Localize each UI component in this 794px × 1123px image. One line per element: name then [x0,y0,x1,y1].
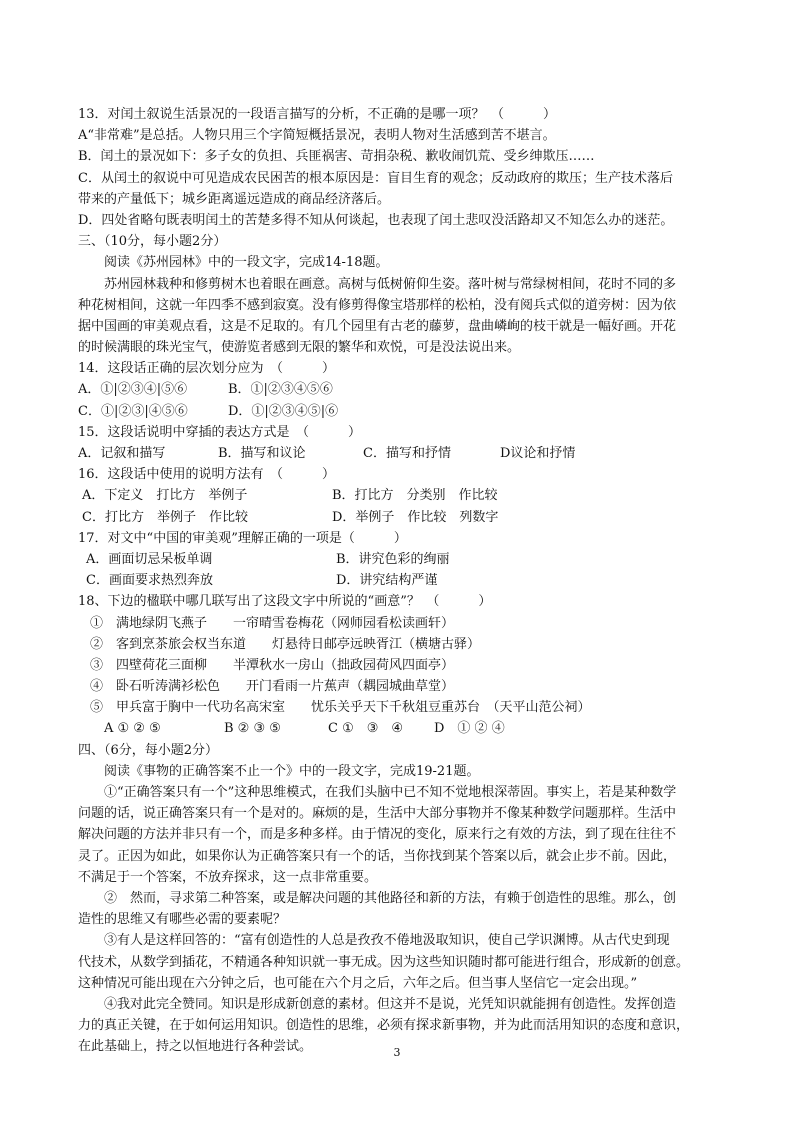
q14-option-d: D．①|②③④⑤|⑥ [228,403,339,419]
section-3-heading: 三、（10分，每小题2分） [78,234,227,250]
q16-option-c: C．打比方 举例子 作比较 [82,509,248,525]
passage-line: 种花树相间，这就一年四季不感到寂寞。没有修剪得像宝塔那样的松柏，没有阅兵式似的道旁树：因为依 [78,297,677,313]
passage-line: ①“正确答案只有一个”这种思维模式，在我们头脑中已不知不觉地根深蒂固。事实上，若是某种数学 [104,785,677,800]
passage-line: 在此基础上，持之以恒地进行各种尝试。 [78,1039,313,1055]
q18-options [78,718,722,739]
q16-option-b: B．打比方 分类别 作比较 [332,488,498,504]
passage-line: 苏州园林栽种和修剪树木也着眼在画意。高树与低树俯仰生姿。落叶树与常绿树相间，花时不同的多 [104,276,677,292]
section-4-heading: 四、（6分，每小题2分） [78,742,219,758]
passage-line: 造性的思维又有哪些必需的要素呢？ [78,912,287,928]
q15-option-b: B．描写和议论 [218,446,306,461]
question-15-stem: 15．这段话说明中穿插的表达方式是 （ ） [78,424,362,440]
q18-couplet: ③ 四壁荷花三面柳 半潭秋水一房山（拙政园荷风四面亭） [90,657,455,673]
q15-options [78,443,722,464]
q18-option-d: D ① ② ④ [434,721,505,737]
passage-line: 解决问题的方法并非只有一个，而是多种多样。由于情况的变化，原来行之有效的方法，到了现在往往不 [78,827,677,843]
q13-option-d: D．四处省略句既表明闰土的苦楚多得不知从何谈起，也表现了闰土悲叹没活路却又不知怎么办的迷茫。 [78,212,674,228]
q17-options-row2 [78,570,722,591]
passage-line: 这种情况可能出现在六分钟之后，也可能在六个月之后，六年之后。但当事人坚信它一定会出现。” [78,975,638,991]
passage-line: ④我对此完全赞同。知识是形成新创意的素材。但这并不是说，光凭知识就能拥有创造性。发挥创造 [104,996,677,1012]
passage-line: ③有人是这样回答的：“富有创造性的人总是孜孜不倦地汲取知识，使自己学识渊博。从古代史到现 [104,933,670,949]
section-4-intro: 阅读《事物的正确答案不止一个》中的一段文字，完成19-21题。 [104,763,480,779]
document-page [78,104,722,1057]
question-18-stem: 18、下边的楹联中哪几联写出了这段文字中所说的“画意”？ （ ） [78,594,492,610]
q14-option-a: A．①|②③④|⑤⑥ [78,382,188,398]
passage-line: 不满足于一个答案，不放弃探求，这一点非常重要。 [78,869,378,885]
question-13-stem: 13．对闰土叙说生活景况的一段语言描写的分析，不正确的是哪一项？ （ ） [78,107,557,122]
q16-options-row1 [78,485,722,506]
q16-options-row2 [78,507,722,528]
q17-option-d: D．讲究结构严谨 [336,573,438,589]
q18-couplet: ⑤ 甲兵富于胸中一代功名高宋室 忧乐关乎天下千秋俎豆重苏台 （天平山范公祠） [90,700,591,716]
q18-couplet: ② 客到烹茶旅会权当东道 灯悬待日邮亭远映胥江（横塘古驿） [90,636,481,652]
question-16-stem: 16．这段话中使用的说明方法有 （ ） [78,467,336,483]
q14-options-row1 [78,379,722,400]
q13-option-c-line2: 带来的产量低下；城乡距离遥远造成的商品经济落后。 [78,191,391,207]
q17-option-c: C．画面要求热烈奔放 [86,573,213,589]
q13-option-a: A“非常难”是总括。人物只用三个字简短概括景况，表明人物对生活感到苦不堪言。 [78,128,556,144]
passage-line: ② 然而，寻求第二种答案，或是解决问题的其他路径和新的方法，有赖于创造性的思维。那么，创 [104,890,677,906]
q16-option-d: D．举例子 作比较 列数字 [332,509,499,525]
q18-option-c: C ① ③ ④ [328,721,404,737]
passage-line: 的时候满眼的珠光宝气，使游览者感到无限的繁华和欢悦，可是没法说出来。 [78,340,521,356]
passage-line: 据中国画的审美观点看，这是不足取的。有几个园里有古老的藤萝，盘曲嶙峋的枝干就是一幅好画。开花 [78,318,677,334]
passage-line: 力的真正关键，在于如何运用知识。创造性的思维，必须有探求新事物，并为此而活用知识的态度和意识， [78,1018,690,1034]
q13-option-b: B．闰土的景况如下：多子女的负担、兵匪祸害、苛捐杂税、歉收闹饥荒、受乡绅欺压…… [78,149,595,165]
passage-line: 问题的话，说正确答案只有一个是对的。麻烦的是，生活中大部分事物并不像某种数学问题那样。生活中 [78,806,677,822]
section-3-intro: 阅读《苏州园林》中的一段文字，完成14-18题。 [104,255,389,271]
q18-couplet: ④ 卧石听涛满衫松色 开门看雨一片蕉声（耦园城曲草堂） [90,679,455,695]
q15-option-a: A．记叙和描写 [78,446,166,461]
q18-couplet: ① 满地绿阴飞燕子 一帘晴雪卷梅花（网师园看松读画轩） [90,615,455,631]
passage-line: 代技术，从数学到插花，不精通各种知识就一事无成。因为这些知识随时都可能进行组合，形成新的创意。 [78,954,690,970]
q17-options-row1 [78,549,722,570]
q15-option-d: D议论和抒情 [500,446,576,461]
q18-option-a: A ① ② ⑤ [104,721,161,737]
q13-option-c-line1: C．从闰土的叙说中可见造成农民困苦的根本原因是：盲目生育的观念；反动政府的欺压；生产技术落后 [78,170,673,186]
passage-line: 灵了。正因为如此，如果你认为正确答案只有一个的话，当你找到某个答案以后，就会止步不前。因此， [78,848,677,864]
q17-option-a: A．画面切忌呆板单调 [86,551,213,567]
q16-option-a: A．下定义 打比方 举例子 [82,488,248,504]
q15-option-c: C．描写和抒情 [363,446,451,461]
question-14-stem: 14．这段话正确的层次划分应为 （ ） [78,361,336,377]
question-17-stem: 17．对文中“中国的审美观”理解正确的一项是（ ） [78,530,407,546]
q14-option-c: C．①|②③|④⑤⑥ [78,403,188,419]
q18-option-b: B ② ③ ⑤ [224,721,281,737]
q14-options-row2 [78,401,722,422]
q17-option-b: B．讲究色彩的绚丽 [336,551,450,567]
page-number: 3 [393,1046,401,1059]
q14-option-b: B．①|②③④⑤⑥ [228,382,333,398]
